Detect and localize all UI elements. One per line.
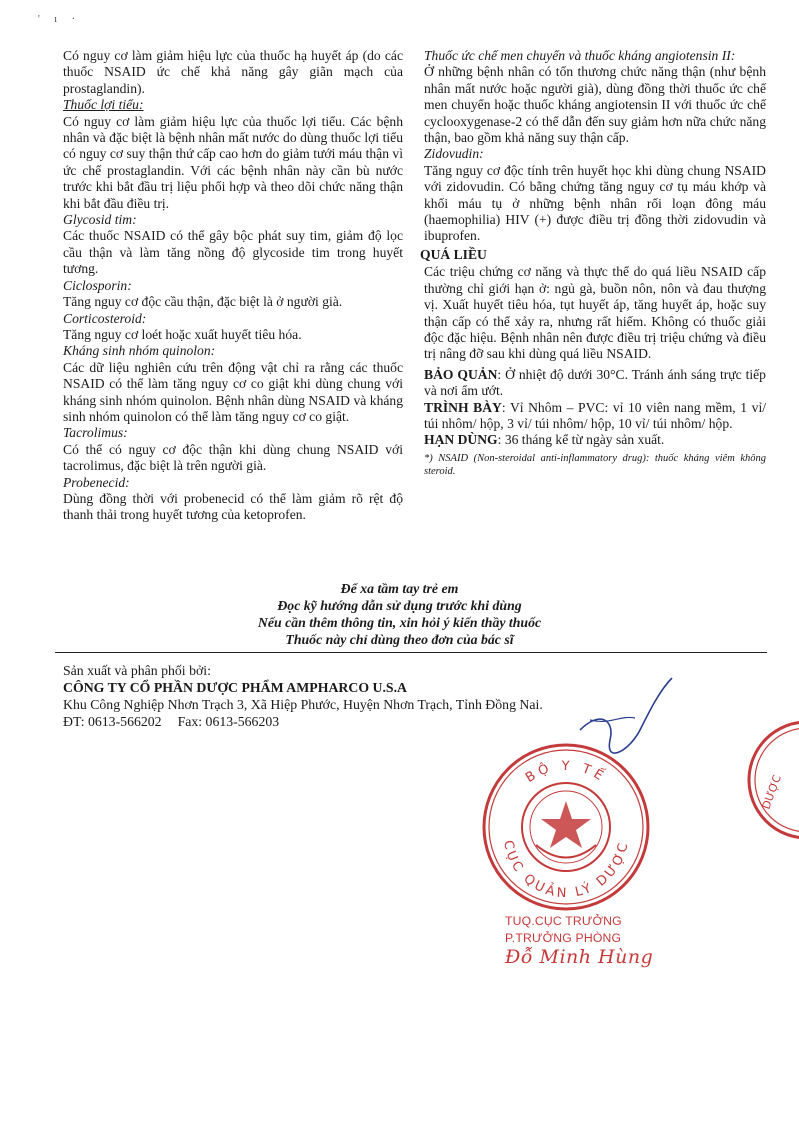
company-name: CÔNG TY CỔ PHẦN DƯỢC PHẨM AMPHARCO U.S.A — [63, 680, 408, 695]
right-column — [420, 48, 766, 478]
tacrolimus-title: Tacrolimus: — [63, 425, 128, 441]
left-column — [63, 48, 403, 524]
manufacturer-intro: Sản xuất và phân phối bởi: — [63, 663, 211, 678]
manufacturer-block — [63, 662, 543, 730]
warning-line: Nếu cần thêm thông tin, xin hỏi ý kiến thầy thuốc — [257, 615, 542, 630]
glycosid-title: Glycosid tim: — [63, 212, 137, 228]
ciclosporin-body: Tăng nguy cơ độc cầu thận, đặc biệt là ở người già. — [63, 294, 343, 310]
nsaid-footnote: *) NSAID (Non-steroidal anti-inflammatory drug): thuốc kháng viêm không steroid. — [424, 452, 766, 477]
signature-block — [505, 913, 665, 966]
expiry-label: HẠN DÙNG — [424, 432, 498, 448]
probenecid-body: Dùng đồng thời với probenecid có thể làm giảm rõ rệt độ thanh thải trong huyết tương của ketoprofen. — [63, 490, 403, 523]
partial-seal-icon — [735, 720, 799, 840]
warning-line: Để xa tầm tay trẻ em — [340, 581, 459, 596]
diuretic-body: Có nguy cơ làm giảm hiệu lực của thuốc lợi tiểu. Các bệnh nhân và đặc biệt là bệnh nhân mất nước do dùng thuốc lợi tiểu có nguy cơ suy thận thứ cấp cao hơn do giảm tưới máu thận vì ức chế prostaglandin. Với các bệnh nhân này cần bù nước trước khi bắt đầu trị liệu phối hợp và theo dõi chức năng thận khi bắt đầu điều trị. — [63, 113, 403, 211]
company-address: Khu Công Nghiệp Nhơn Trạch 3, Xã Hiệp Phước, Huyện Nhơn Trạch, Tỉnh Đồng Nai. — [63, 697, 543, 712]
ace-inhibitor-title: Thuốc ức chế men chuyển và thuốc kháng angiotensin II: — [424, 48, 736, 63]
company-fax: Fax: 0613-566203 — [177, 714, 280, 729]
warnings-block — [0, 580, 799, 648]
seal-bottom-text: CỤC QUẢN LÝ DƯỢC — [500, 839, 632, 902]
diuretic-title: Thuốc lợi tiểu: — [63, 97, 144, 113]
storage-label: BẢO QUẢN — [424, 366, 498, 382]
quinolon-body: Các dữ liệu nghiên cứu trên động vật chỉ ra rằng các thuốc NSAID có thể làm tăng nguy cơ co giật khi dùng chung với kháng sinh nhóm quinolon. Bệnh nhân dùng NSAID và kháng sinh nhóm quinolon có thể làm tăng nguy cơ co giật. — [63, 359, 403, 424]
ciclosporin-title: Ciclosporin: — [63, 277, 132, 293]
partial-seal-text: DƯỢC — [759, 773, 785, 812]
zidovudin-title: Zidovudin: — [424, 146, 484, 162]
company-phone: ĐT: 0613-566202 — [63, 714, 162, 729]
overdose-body: Các triệu chứng cơ năng và thực thể do quá liều NSAID cấp thường chỉ giới hạn ở: ngủ gà, buồn nôn, nôn và đau thượng vị. Xuất huyết tiêu hóa, tụt huyết áp, tăng huyết áp, hoặc suy thận cấp có thể xảy ra, nhưng rất hiếm. Không có thuốc giải độc đặc hiệu. Bệnh nhân nên được điều trị triệu chứng và điều trị nâng đỡ sau khi dùng quá liều NSAID. — [424, 264, 766, 362]
tacrolimus-body: Có thể có nguy cơ độc thận khi dùng chung NSAID với tacrolimus, đặc biệt là trên người già. — [63, 441, 403, 474]
package-line — [424, 400, 766, 433]
storage-body: : Ở nhiệt độ dưới 30°C. Tránh ánh sáng trực tiếp và nơi ẩm ướt. — [424, 366, 766, 399]
expiry-line — [424, 432, 766, 448]
signature-title-1: TUQ.CỤC TRƯỞNG — [505, 914, 622, 928]
ace-inhibitor-body: Ở những bệnh nhân có tổn thương chức năng thận (như bệnh nhân mất nước hoặc người già), dùng đồng thời thuốc ức chế men chuyển hoặc thuốc kháng angiotensin II với thuốc ức chế cyclooxygenase-2 có thể dẫn đến suy giảm hơn nữa chức năng thận, bao gồm khả năng suy thận cấp. — [424, 64, 766, 146]
corticosteroid-title: Corticosteroid: — [63, 310, 147, 326]
seal-top-text: BỘ Y TẾ — [523, 758, 609, 786]
quinolon-title: Kháng sinh nhóm quinolon: — [63, 343, 216, 359]
package-label: TRÌNH BÀY — [424, 399, 502, 415]
glycosid-body: Các thuốc NSAID có thể gây bộc phát suy tim, giảm độ lọc cầu thận và làm tăng nồng độ glycoside tim trong huyết tương. — [63, 228, 403, 277]
warning-line: Đọc kỹ hướng dẫn sử dụng trước khi dùng — [277, 598, 522, 613]
zidovudin-body: Tăng nguy cơ độc tính trên huyết học khi dùng chung NSAID với zidovudin. Có bằng chứng tăng nguy cơ tụ máu khớp và khối máu tụ ở những bệnh nhân rối loạn đông máu (haemophilia) HIV (+) được điều trị đồng thời zidovudin và ibuprofen. — [424, 162, 766, 244]
section-divider — [55, 652, 767, 653]
scan-marks: ' ı · — [38, 14, 81, 25]
antihypertensive-paragraph: Có nguy cơ làm giảm hiệu lực của thuốc hạ huyết áp (do các thuốc NSAID ức chế khả năng gây giãn mạch của prostaglandin). — [63, 48, 403, 96]
signature-name: Đỗ Minh Hùng — [505, 946, 654, 968]
company-contact — [63, 713, 543, 730]
warning-line: Thuốc này chỉ dùng theo đơn của bác sĩ — [285, 632, 514, 647]
storage-line — [424, 367, 766, 400]
probenecid-title: Probenecid: — [63, 474, 130, 490]
ministry-seal-icon — [476, 735, 656, 915]
corticosteroid-body: Tăng nguy cơ loét hoặc xuất huyết tiêu hóa. — [63, 326, 302, 342]
package-body: : Vỉ Nhôm – PVC: vỉ 10 viên nang mềm, 1 vỉ/ túi nhôm/ hộp, 3 vỉ/ túi nhôm/ hộp, 10 vỉ/ túi nhôm/ hộp. — [424, 399, 766, 431]
overdose-heading: QUÁ LIỀU — [420, 246, 487, 262]
expiry-body: : 36 tháng kể từ ngày sản xuất. — [497, 432, 665, 448]
signature-title-2: P.TRƯỞNG PHÒNG — [505, 931, 622, 945]
